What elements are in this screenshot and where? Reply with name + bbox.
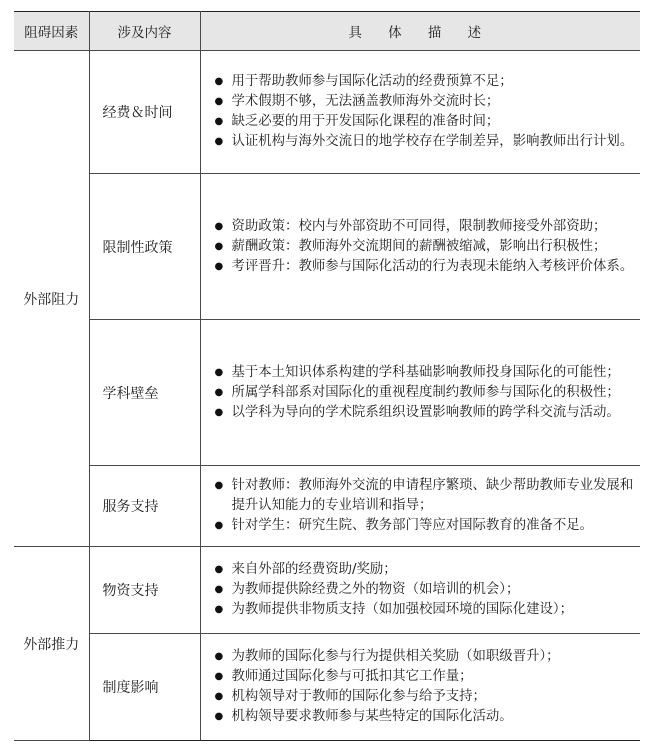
list-item: ● 为教师提供除经费之外的物资（如培训的机会）；: [215, 580, 635, 600]
table-row: [14, 51, 640, 174]
list-item: ● 薪酬政策：教师海外交流期间的薪酬被缩减，影响出行积极性；: [215, 237, 635, 257]
list-item: ● 以学科为导向的学术院系组织设置影响教师的跨学科交流与活动。: [215, 403, 635, 423]
header-description: 具 体 描 述: [200, 12, 640, 51]
list-item: ● 学术假期不够，无法涵盖教师海外交流时长；: [215, 92, 635, 112]
content-cell: 物资支持: [89, 547, 200, 634]
content-cell: 经费＆时间: [89, 51, 200, 174]
table-row: [14, 320, 640, 466]
description-cell: [200, 466, 640, 547]
table-row: [14, 174, 640, 320]
header-factor: 阻碍因素: [14, 12, 89, 51]
description-list: [215, 72, 635, 152]
description-cell: [200, 320, 640, 466]
list-item: ● 教师通过国际化参与可抵扣其它工作量；: [215, 667, 635, 687]
factor-external-drivers: 外部推力: [14, 547, 89, 741]
list-item: ● 所属学科部系对国际化的重视程度制约教师参与国际化的积极性；: [215, 383, 635, 403]
list-item: ● 为教师的国际化参与行为提供相关奖励（如职级晋升）；: [215, 647, 635, 667]
description-list: [215, 363, 635, 423]
description-list: [215, 560, 635, 620]
list-item: ● 基于本土知识体系构建的学科基础影响教师投身国际化的可能性；: [215, 363, 635, 383]
factors-table: [14, 11, 640, 741]
description-cell: [200, 634, 640, 741]
header-row: [14, 12, 640, 51]
list-item: ● 机构领导对于教师的国际化参与给予支持；: [215, 687, 635, 707]
description-list: [215, 476, 635, 536]
list-item: ● 认证机构与海外交流日的地学校存在学制差异，影响教师出行计划。: [215, 132, 635, 152]
list-item: ● 缺乏必要的用于开发国际化课程的准备时间；: [215, 112, 635, 132]
content-cell: 制度影响: [89, 634, 200, 741]
list-item: ● 用于帮助教师参与国际化活动的经费预算不足；: [215, 72, 635, 92]
list-item: ● 为教师提供非物质支持（如加强校园环境的国际化建设）；: [215, 600, 635, 620]
list-item: ● 来自外部的经费资助/奖励；: [215, 560, 635, 580]
list-item: ● 资助政策：校内与外部资助不可同得，限制教师接受外部资助；: [215, 217, 635, 237]
list-item: ● 针对教师：教师海外交流的申请程序繁琐、缺少帮助教师专业发展和提升认知能力的专业培训和指导；: [215, 476, 635, 516]
description-list: [215, 647, 635, 727]
table-row: [14, 466, 640, 547]
content-cell: 服务支持: [89, 466, 200, 547]
table-row: [14, 547, 640, 634]
description-cell: [200, 51, 640, 174]
table-row: [14, 634, 640, 741]
content-cell: 限制性政策: [89, 174, 200, 320]
header-content: 涉及内容: [89, 12, 200, 51]
list-item: ● 针对学生：研究生院、教务部门等应对国际教育的准备不足。: [215, 516, 635, 536]
list-item: ● 机构领导要求教师参与某些特定的国际化活动。: [215, 707, 635, 727]
description-cell: [200, 174, 640, 320]
list-item: ● 考评晋升：教师参与国际化活动的行为表现未能纳入考核评价体系。: [215, 257, 635, 277]
description-cell: [200, 547, 640, 634]
description-list: [215, 217, 635, 277]
factor-external-resistance: 外部阻力: [14, 51, 89, 547]
content-cell: 学科壁垒: [89, 320, 200, 466]
